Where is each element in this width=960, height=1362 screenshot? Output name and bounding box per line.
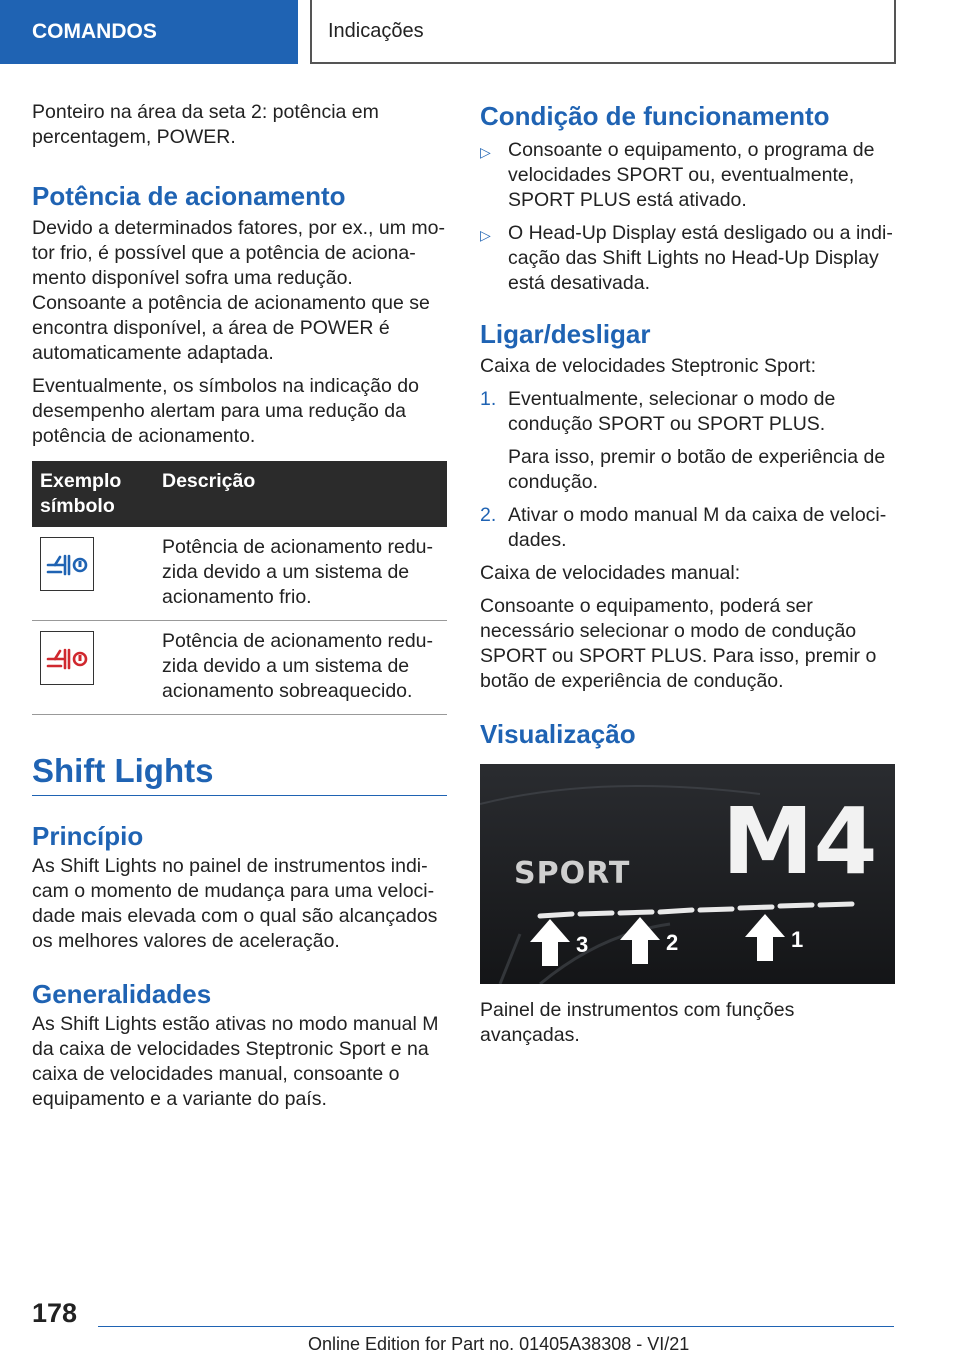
step-number: 2.: [480, 504, 497, 526]
list-item: [480, 387, 895, 437]
gear-indicator: M4: [722, 788, 878, 895]
drive-mode-label: SPORT: [514, 856, 631, 891]
section-title: COMANDOS: [32, 20, 157, 43]
shift-lights-heading: Shift Lights: [32, 752, 214, 789]
footer-divider: [98, 1326, 894, 1327]
subsection-title: Indicações: [328, 19, 424, 42]
step-text: Ativar o modo manual M da caixa de velocidades.: [508, 504, 887, 551]
shift-lights-heading-wrap: [32, 751, 447, 796]
step-text: Eventualmente, selecionar o modo de condução SPORT ou SPORT PLUS.: [508, 388, 836, 435]
drivetrain-cold-icon: [40, 537, 94, 591]
section-tab: [0, 0, 298, 64]
table-header-description: Descrição: [154, 461, 447, 527]
page-number: 178: [32, 1298, 78, 1328]
intro-paragraph: Ponteiro na área da seta 2: potência em percentagem, POWER.: [32, 101, 379, 148]
table-row: [32, 527, 447, 621]
principio-paragraph: As Shift Lights no painel de instrumentos indicam o momento de mudança para uma velocidade mais elevada com o qual são alcançados os melhores valores de aceleração.: [32, 855, 438, 952]
arrow-label-1: 1: [791, 927, 804, 952]
triangle-bullet-icon: ▷: [480, 144, 491, 160]
list-item-text: Consoante o equipamento, o programa de velocidades SPORT ou, eventualmente, SPORT PLUS está ativado.: [508, 139, 875, 211]
condicao-heading: Condição de funcionamento: [480, 101, 830, 131]
table-cell-description: Potência de acionamento reduzida devido a um sistema de acionamento frio.: [154, 527, 447, 621]
drivetrain-overheated-icon: [40, 631, 94, 685]
footer-edition: Online Edition for Part no. 01405A38308 - VI/21: [308, 1334, 690, 1354]
image-caption: Painel de instrumentos com funções avançadas.: [480, 999, 795, 1046]
table-row: [32, 621, 447, 715]
symbol-table: [32, 461, 447, 715]
list-item-text: O Head-Up Display está desligado ou a indicação das Shift Lights no Head-Up Display está desativada.: [508, 222, 893, 294]
ligar-heading: Ligar/desligar: [480, 319, 651, 349]
list-item: [480, 138, 895, 213]
arrow-label-2: 2: [666, 930, 679, 955]
triangle-bullet-icon: ▷: [480, 227, 491, 243]
potencia-paragraph-2: Eventualmente, os símbolos na indicação do desempenho alertam para uma redução da potência de acionamento.: [32, 375, 419, 447]
principio-heading: Princípio: [32, 821, 144, 851]
manual-paragraph: Consoante o equipamento, poderá ser necessário selecionar o modo de condução SPORT ou SPORT PLUS. Para isso, premir o botão de experiência de condução.: [480, 595, 877, 692]
step-subtext: Para isso, premir o botão de experiência de condução.: [508, 446, 886, 493]
left-column: [32, 100, 447, 1120]
right-column: [480, 100, 895, 1056]
arrow-label-3: 3: [576, 932, 589, 957]
list-item: [480, 221, 895, 296]
generalidades-paragraph: As Shift Lights estão ativas no modo manual M da caixa de velocidades Steptronic Sport e na caixa de velocidades manual, consoante o equipamento e a variante do país.: [32, 1013, 439, 1110]
subsection-tab: [310, 0, 896, 64]
list-item: [480, 503, 895, 553]
instrument-cluster-image: [480, 764, 895, 984]
step-number: 1.: [480, 388, 497, 410]
ligar-intro: Caixa de velocidades Steptronic Sport:: [480, 355, 817, 377]
potencia-paragraph-1: Devido a determinados fatores, por ex., um motor frio, é possível que a potência de acionamento disponível sofra uma redução. Consoante a potência de acionamento que se encontra disponível, a área de POWER é automaticamente adaptada.: [32, 217, 445, 364]
table-cell-description: Potência de acionamento reduzida devido a um sistema de acionamento sobreaquecido.: [154, 621, 447, 715]
table-header-symbol: Exemplo símbolo: [32, 461, 154, 527]
potencia-heading: Potência de acionamento: [32, 181, 346, 211]
generalidades-heading: Generalidades: [32, 979, 212, 1009]
visualizacao-heading: Visualização: [480, 719, 636, 749]
manual-title: Caixa de velocidades manual:: [480, 562, 741, 584]
